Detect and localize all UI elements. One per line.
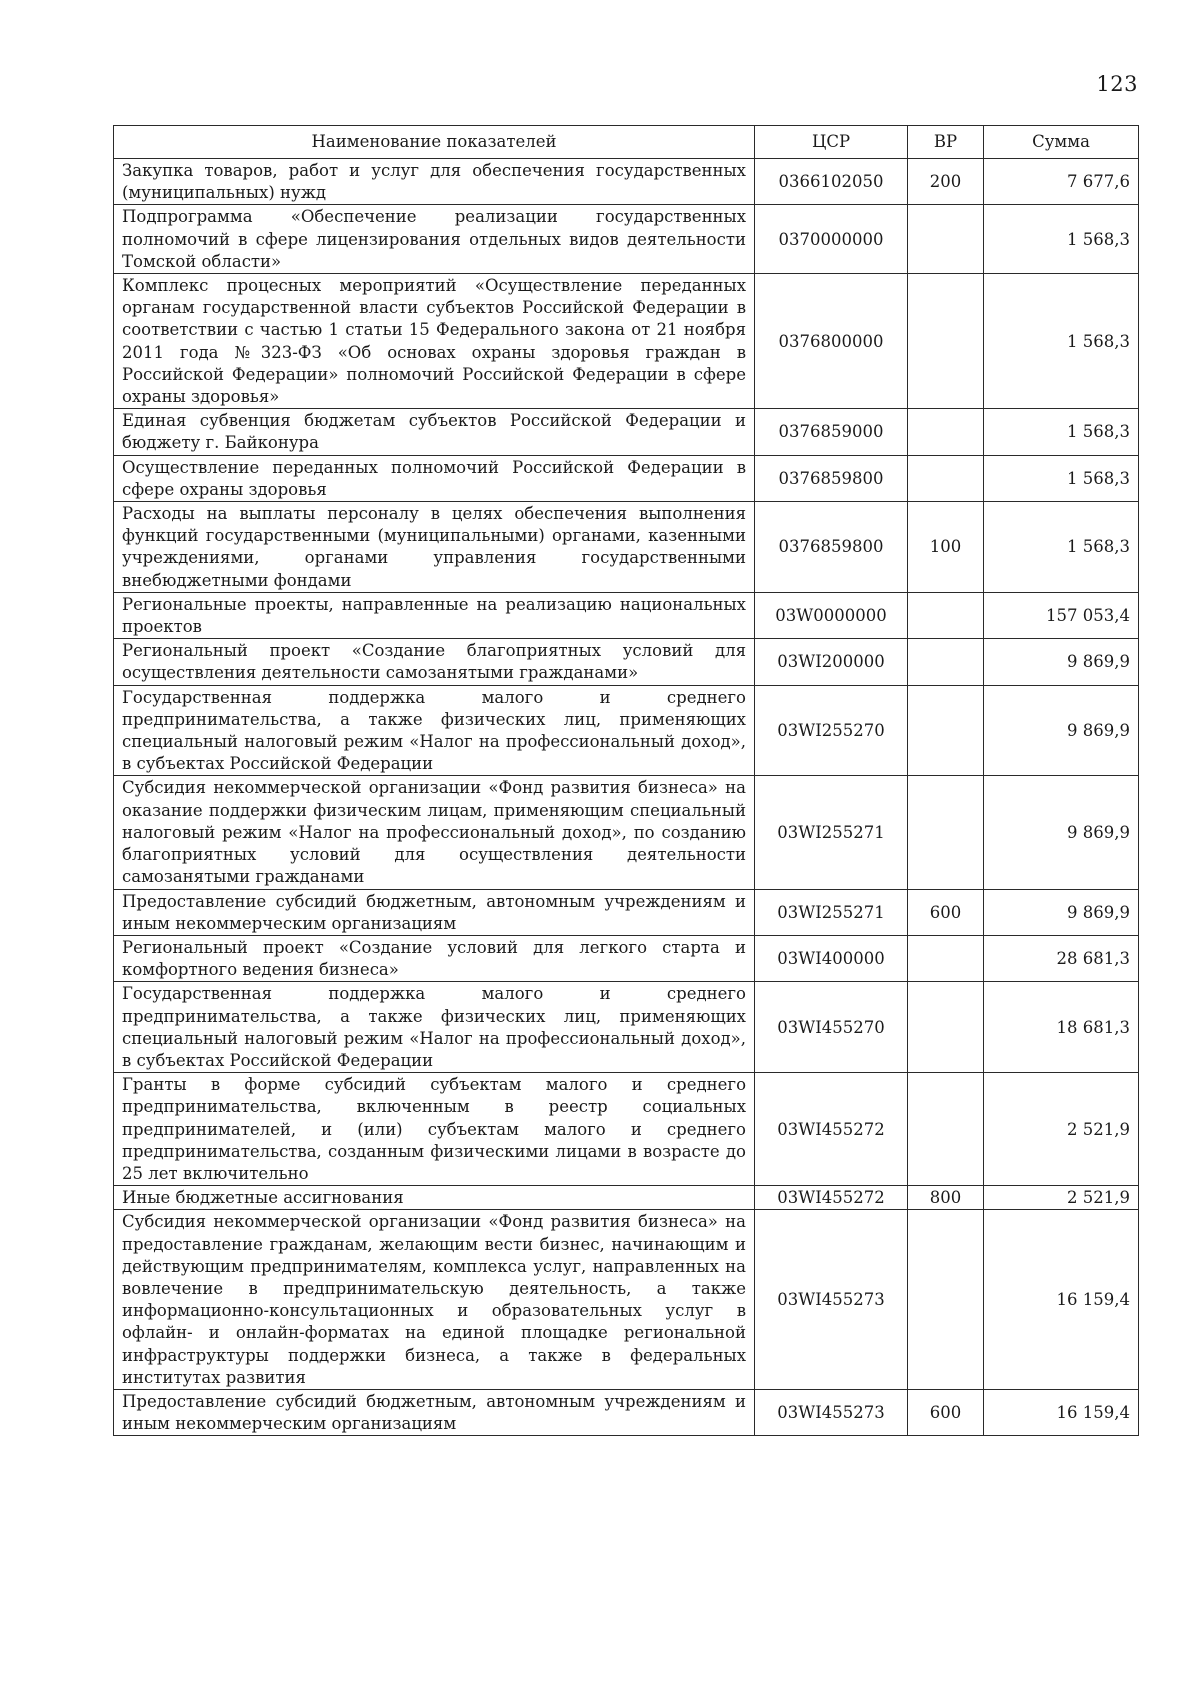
- row-vr: [908, 455, 984, 501]
- row-name: Предоставление субсидий бюджетным, автономным учреждениям и иным некоммерческим организациям: [114, 1389, 755, 1435]
- row-sum: 1 568,3: [984, 274, 1139, 409]
- table-row: [114, 639, 1139, 685]
- budget-table: [113, 125, 1139, 1436]
- table-row: [114, 935, 1139, 981]
- row-name: Субсидия некоммерческой организации «Фонд развития бизнеса» на предоставление гражданам, желающим вести бизнес, начинающим и действующим предпринимателям, комплекса услуг, направленных на вовлечение в предпринимательскую деятельность, а также информационно-консультационных и образовательных услуг в офлайн- и онлайн-форматах на единой площадке региональной инфраструктуры поддержки бизнеса, а также в федеральных институтах развития: [114, 1210, 755, 1390]
- row-code: 03WI455272: [755, 1186, 908, 1210]
- row-name: Закупка товаров, работ и услуг для обеспечения государственных (муниципальных) нужд: [114, 159, 755, 205]
- row-name: Расходы на выплаты персоналу в целях обеспечения выполнения функций государственными (муниципальными) органами, казенными учреждениями, органами управления государственными внебюджетными фондами: [114, 502, 755, 593]
- row-code: 0376859800: [755, 502, 908, 593]
- table-header-row: [114, 126, 1139, 159]
- row-vr: 800: [908, 1186, 984, 1210]
- row-code: 0366102050: [755, 159, 908, 205]
- row-name: Иные бюджетные ассигнования: [114, 1186, 755, 1210]
- row-vr: 100: [908, 502, 984, 593]
- row-code: 03WI200000: [755, 639, 908, 685]
- row-vr: [908, 409, 984, 455]
- row-vr: [908, 776, 984, 889]
- row-vr: 600: [908, 889, 984, 935]
- row-sum: 28 681,3: [984, 935, 1139, 981]
- row-name: Осуществление переданных полномочий Российской Федерации в сфере охраны здоровья: [114, 455, 755, 501]
- table-row: [114, 889, 1139, 935]
- header-sum: Сумма: [984, 126, 1139, 159]
- row-name: Региональный проект «Создание условий для легкого старта и комфортного ведения бизнеса»: [114, 935, 755, 981]
- row-vr: 600: [908, 1389, 984, 1435]
- row-code: 03WI455270: [755, 982, 908, 1073]
- row-code: 03WI455272: [755, 1073, 908, 1186]
- header-code: ЦСР: [755, 126, 908, 159]
- row-sum: 1 568,3: [984, 502, 1139, 593]
- row-name: Комплекс процесных мероприятий «Осуществление переданных органам государственной власти субъектов Российской Федерации в соответствии с частью 1 статьи 15 Федерального закона от 21 ноября 2011 года №323-ФЗ «Об основах охраны здоровья граждан в Российской Федерации» полномочий Российской Федерации в сфере охраны здоровья»: [114, 274, 755, 409]
- table-row: [114, 1389, 1139, 1435]
- row-name: Подпрограмма «Обеспечение реализации государственных полномочий в сфере лицензирования отдельных видов деятельности Томской области»: [114, 205, 755, 274]
- row-code: 03W0000000: [755, 592, 908, 638]
- row-sum: 9 869,9: [984, 639, 1139, 685]
- table-row: [114, 409, 1139, 455]
- row-sum: 16 159,4: [984, 1389, 1139, 1435]
- row-vr: [908, 639, 984, 685]
- table-row: [114, 274, 1139, 409]
- row-vr: [908, 274, 984, 409]
- row-sum: 2 521,9: [984, 1186, 1139, 1210]
- row-code: 03WI455273: [755, 1389, 908, 1435]
- row-name: Государственная поддержка малого и среднего предпринимательства, а также физических лиц, применяющих специальный налоговый режим «Налог на профессиональный доход», в субъектах Российской Федерации: [114, 982, 755, 1073]
- row-sum: 1 568,3: [984, 455, 1139, 501]
- row-code: 03WI255270: [755, 685, 908, 776]
- row-sum: 9 869,9: [984, 685, 1139, 776]
- row-name: Предоставление субсидий бюджетным, автономным учреждениям и иным некоммерческим организациям: [114, 889, 755, 935]
- row-sum: 9 869,9: [984, 889, 1139, 935]
- row-vr: [908, 935, 984, 981]
- table-row: [114, 592, 1139, 638]
- row-code: 03WI255271: [755, 776, 908, 889]
- row-name: Гранты в форме субсидий субъектам малого и среднего предпринимательства, включенным в реестр социальных предпринимателей, и (или) субъектам малого и среднего предпринимательства, созданным физическими лицами в возрасте до 25 лет включительно: [114, 1073, 755, 1186]
- row-code: 0376859000: [755, 409, 908, 455]
- table-row: [114, 776, 1139, 889]
- table-row: [114, 982, 1139, 1073]
- row-vr: [908, 205, 984, 274]
- table-row: [114, 502, 1139, 593]
- header-name: Наименование показателей: [114, 126, 755, 159]
- row-vr: [908, 592, 984, 638]
- row-sum: 7 677,6: [984, 159, 1139, 205]
- header-vr: ВР: [908, 126, 984, 159]
- row-name: Субсидия некоммерческой организации «Фонд развития бизнеса» на оказание поддержки физическим лицам, применяющим специальный налоговый режим «Налог на профессиональный доход», по созданию благоприятных условий для осуществления деятельности самозанятыми гражданами: [114, 776, 755, 889]
- table-row: [114, 1073, 1139, 1186]
- row-code: 03WI255271: [755, 889, 908, 935]
- row-name: Региональные проекты, направленные на реализацию национальных проектов: [114, 592, 755, 638]
- row-code: 03WI400000: [755, 935, 908, 981]
- table-row: [114, 1186, 1139, 1210]
- row-vr: [908, 1210, 984, 1390]
- page-number: 123: [1096, 72, 1138, 96]
- row-sum: 1 568,3: [984, 205, 1139, 274]
- row-vr: 200: [908, 159, 984, 205]
- row-code: 0376859800: [755, 455, 908, 501]
- row-sum: 18 681,3: [984, 982, 1139, 1073]
- table-row: [114, 205, 1139, 274]
- table-row: [114, 1210, 1139, 1390]
- row-vr: [908, 1073, 984, 1186]
- row-code: 0376800000: [755, 274, 908, 409]
- row-code: 03WI455273: [755, 1210, 908, 1390]
- row-code: 0370000000: [755, 205, 908, 274]
- row-sum: 16 159,4: [984, 1210, 1139, 1390]
- row-name: Государственная поддержка малого и среднего предпринимательства, а также физических лиц, применяющих специальный налоговый режим «Налог на профессиональный доход», в субъектах Российской Федерации: [114, 685, 755, 776]
- table-row: [114, 685, 1139, 776]
- row-vr: [908, 685, 984, 776]
- row-name: Региональный проект «Создание благоприятных условий для осуществления деятельности самозанятыми гражданами»: [114, 639, 755, 685]
- row-vr: [908, 982, 984, 1073]
- table-row: [114, 159, 1139, 205]
- table-row: [114, 455, 1139, 501]
- row-name: Единая субвенция бюджетам субъектов Российской Федерации и бюджету г. Байконура: [114, 409, 755, 455]
- row-sum: 2 521,9: [984, 1073, 1139, 1186]
- row-sum: 157 053,4: [984, 592, 1139, 638]
- table-body: [114, 159, 1139, 1436]
- row-sum: 1 568,3: [984, 409, 1139, 455]
- row-sum: 9 869,9: [984, 776, 1139, 889]
